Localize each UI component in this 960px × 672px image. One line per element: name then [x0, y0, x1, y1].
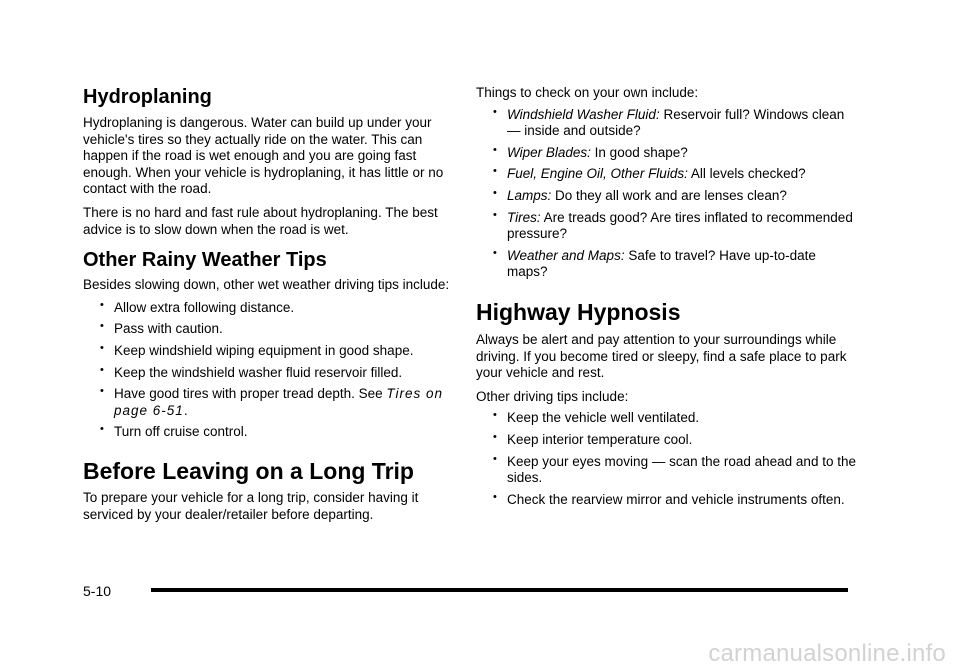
list-item-text: Check the rearview mirror and vehicle instruments often.: [507, 491, 845, 507]
list-item-text: Pass with caution.: [114, 321, 223, 337]
bullet-icon: •: [493, 186, 497, 199]
list-item-text: Keep your eyes moving — scan the road ahead and to the sides.: [507, 453, 856, 486]
bullet-icon: •: [493, 143, 497, 156]
bullet-icon: •: [493, 409, 497, 422]
bullet-icon: •: [493, 165, 497, 178]
list-item: [476, 188, 856, 205]
checks-intro: Things to check on your own include:: [476, 85, 699, 100]
rainy-intro: Besides slowing down, other wet weather driving tips include:: [83, 277, 450, 293]
bullet-icon: •: [493, 105, 497, 118]
section-title-long-trip: Before Leaving on a Long Trip: [83, 457, 414, 484]
list-item: [476, 432, 856, 449]
bullet-icon: •: [100, 363, 104, 376]
long-trip-paragraph: To prepare your vehicle for a long trip, consider having it serviced by your dealer/retailer before departing.: [83, 489, 419, 522]
section-title-hydroplaning: Hydroplaning: [83, 86, 212, 108]
page-number: 5-10: [83, 583, 112, 599]
list-item-text: Keep interior temperature cool.: [507, 431, 693, 447]
list-item-period: .: [183, 402, 188, 418]
list-item: [476, 492, 856, 509]
rainy-tips-list: [83, 300, 455, 441]
list-item: [83, 365, 455, 382]
check-label: Tires:: [507, 209, 541, 225]
list-item: [476, 107, 856, 140]
check-text: Reservoir full? Windows clean — inside and outside?: [507, 106, 845, 139]
section-title-highway-hypnosis: Highway Hypnosis: [476, 298, 681, 325]
bullet-icon: •: [100, 320, 104, 333]
watermark: carmanualsonline.info: [708, 640, 946, 667]
list-item-text: Allow extra following distance.: [114, 299, 295, 315]
right-column: [476, 0, 856, 508]
list-item: [83, 321, 455, 338]
checks-list: [476, 107, 856, 281]
list-item: [476, 145, 856, 162]
bullet-icon: •: [493, 430, 497, 443]
list-item: [83, 343, 455, 360]
tires-page-link[interactable]: Tires on page 6‑51: [114, 386, 444, 418]
list-item: [476, 210, 856, 243]
list-item: [476, 248, 856, 281]
list-item: [83, 386, 455, 419]
check-text: Safe to travel? Have up‑to‑date maps?: [507, 247, 816, 280]
bullet-icon: •: [493, 246, 497, 259]
check-text: In good shape?: [590, 144, 688, 160]
list-item-text: Keep windshield wiping equipment in good shape.: [114, 342, 414, 358]
bullet-icon: •: [100, 423, 104, 436]
list-item-text: Turn off cruise control.: [114, 424, 248, 440]
list-item: [83, 424, 455, 441]
list-item-text: Keep the vehicle well ventilated.: [507, 410, 700, 426]
bullet-icon: •: [100, 298, 104, 311]
list-item: [476, 454, 856, 487]
list-item-text: Keep the windshield washer fluid reservoir filled.: [114, 364, 403, 380]
hydroplaning-paragraph-2: There is no hard and fast rule about hydroplaning. The best advice is to slow down when the road is wet.: [83, 204, 438, 237]
check-label: Windshield Washer Fluid:: [507, 106, 660, 122]
check-label: Lamps:: [507, 187, 552, 203]
section-title-rainy-weather: Other Rainy Weather Tips: [83, 249, 327, 272]
list-item: [476, 410, 856, 427]
driving-tips-list: [476, 410, 856, 508]
hydroplaning-paragraph-1: Hydroplaning is dangerous. Water can build up under your vehicle's tires so they actually ride on the water. This can happen if the road is wet enough and you are going fast enough. When your vehicle is hydroplaning, it has little or no contact with the road.: [83, 115, 444, 197]
hypnosis-paragraph-2: Other driving tips include:: [476, 388, 629, 404]
hypnosis-paragraph-1: Always be alert and pay attention to your surroundings while driving. If you become tired or sleepy, find a safe place to park your vehicle and rest.: [476, 331, 847, 381]
list-item: [83, 300, 455, 317]
left-column: [83, 0, 455, 523]
list-item: [476, 166, 856, 183]
bullet-icon: •: [493, 452, 497, 465]
check-text: All levels checked?: [687, 166, 806, 182]
bullet-icon: •: [100, 341, 104, 354]
footer-rule: [151, 588, 848, 592]
bullet-icon: •: [493, 490, 497, 503]
check-label: Weather and Maps:: [507, 247, 625, 263]
check-text: Are treads good? Are tires inflated to recommended pressure?: [507, 209, 853, 242]
bullet-icon: •: [493, 208, 497, 221]
check-label: Fuel, Engine Oil, Other Fluids:: [507, 166, 688, 182]
list-item-text: Have good tires with proper tread depth. See: [114, 386, 387, 402]
check-text: Do they all work and are lenses clean?: [551, 187, 787, 203]
check-label: Wiper Blades:: [507, 144, 591, 160]
bullet-icon: •: [100, 385, 104, 398]
